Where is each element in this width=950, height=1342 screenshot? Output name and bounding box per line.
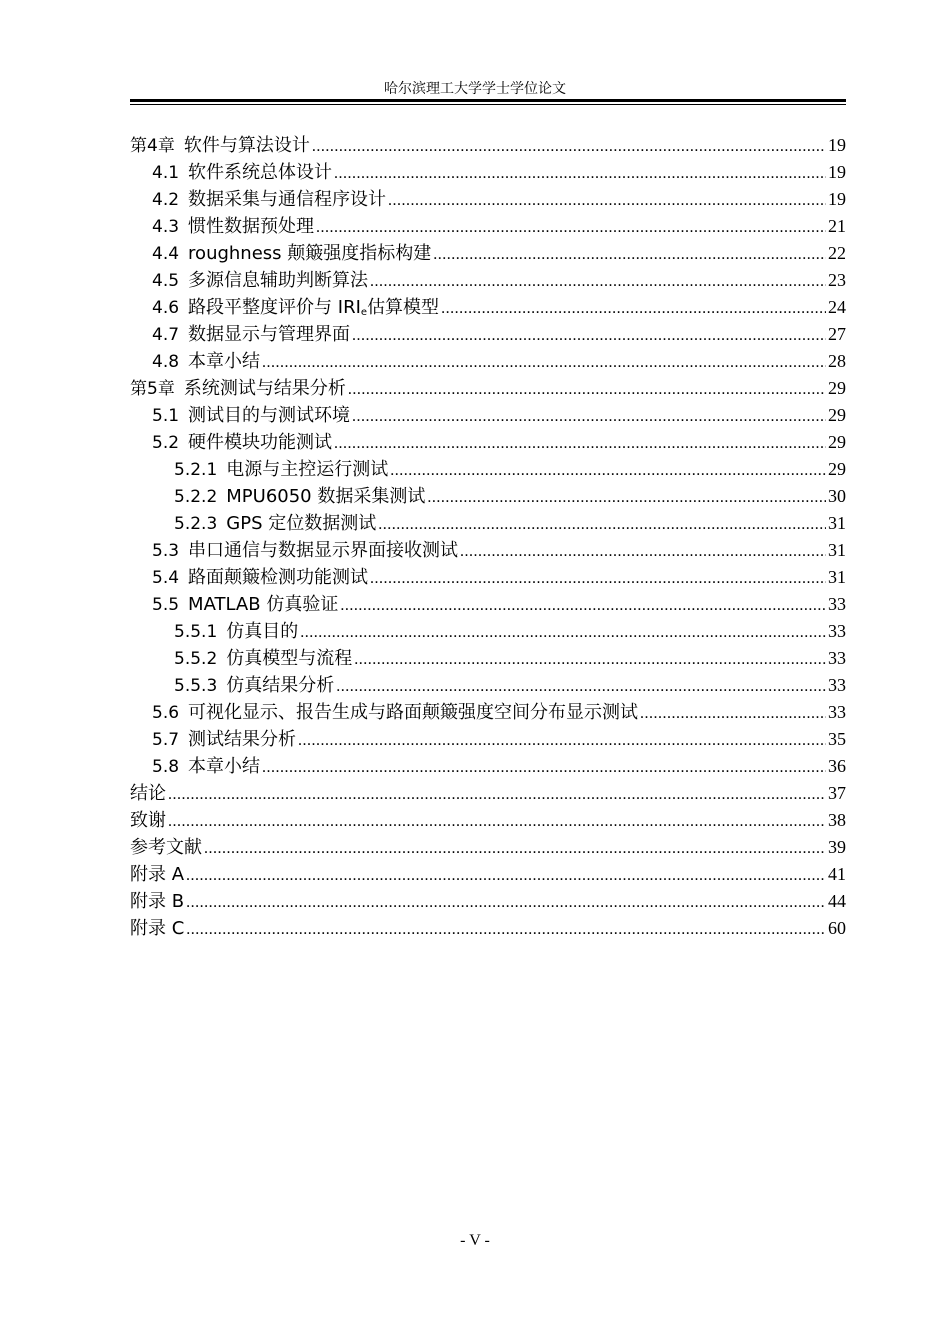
- toc-entry-page: 33: [828, 675, 846, 695]
- toc-entry-page: 35: [828, 729, 846, 749]
- toc-entry-number: 5.2.1: [174, 460, 218, 480]
- toc-entry-title: 数据采集与通信程序设计: [188, 189, 387, 210]
- toc-entry-page: 39: [828, 837, 846, 857]
- toc-entry-title: 电源与主控运行测试: [226, 459, 389, 480]
- toc-entry[interactable]: [130, 159, 846, 186]
- toc-entry-title: 结论: [130, 783, 166, 804]
- toc-entry-number: 5.7: [152, 730, 180, 750]
- toc-entry-page: 60: [828, 918, 846, 938]
- toc-entry[interactable]: [130, 240, 846, 267]
- toc-entry-title-part: 估算模型: [367, 297, 440, 318]
- toc-entry-title: GPS 定位数据测试: [226, 513, 377, 534]
- toc-entry-page: 29: [828, 432, 846, 452]
- toc-entry-number: 5.1: [152, 406, 180, 426]
- toc-entry-number: 5.5: [152, 595, 180, 615]
- toc-entry-number: 5.5.2: [174, 649, 218, 669]
- toc-entry-page: 24: [828, 297, 846, 317]
- toc-dot-leader: [334, 160, 826, 187]
- toc-entry[interactable]: [130, 375, 846, 402]
- toc-entry-page: 33: [828, 594, 846, 614]
- toc-entry-number: 5.5.1: [174, 622, 218, 642]
- toc-entry-title: roughness 颠簸强度指标构建: [188, 243, 432, 264]
- header-rule-thick: [130, 99, 846, 102]
- toc-entry-title: 惯性数据预处理: [188, 216, 315, 237]
- toc-dot-leader: [298, 727, 826, 754]
- toc-entry-number: 4.1: [152, 163, 180, 183]
- toc-dot-leader: [370, 268, 826, 295]
- toc-entry-title: 路面颠簸检测功能测试: [188, 567, 369, 588]
- page-number: - V -: [460, 1232, 490, 1249]
- toc-dot-leader: [433, 241, 826, 268]
- toc-dot-leader: [352, 322, 826, 349]
- toc-dot-leader: [186, 916, 826, 943]
- toc-entry-title: 附录 C: [130, 918, 185, 939]
- toc-entry-title: 测试目的与测试环境: [188, 405, 351, 426]
- toc-entry-title: 数据显示与管理界面: [188, 324, 351, 345]
- toc-entry-title: 硬件模块功能测试: [188, 432, 333, 453]
- toc-entry-number: 5.2: [152, 433, 180, 453]
- toc-entry[interactable]: [130, 591, 846, 618]
- toc-entry[interactable]: [130, 672, 846, 699]
- toc-entry-page: 44: [828, 891, 846, 911]
- toc-entry-page: 33: [828, 702, 846, 722]
- toc-entry-number: 4.2: [152, 190, 180, 210]
- toc-entry-number: 4.7: [152, 325, 180, 345]
- toc-entry-title: 软件与算法设计: [183, 135, 310, 156]
- toc-entry-title: 仿真模型与流程: [226, 648, 353, 669]
- toc-entry-number: 4.5: [152, 271, 180, 291]
- toc-entry[interactable]: [130, 753, 846, 780]
- toc-entry[interactable]: [130, 699, 846, 726]
- toc-dot-leader: [427, 484, 826, 511]
- toc-entry-title: 可视化显示、报告生成与路面颠簸强度空间分布显示测试: [188, 702, 639, 723]
- toc-entry-number: 5.8: [152, 757, 180, 777]
- toc-entry-page: 23: [828, 270, 846, 290]
- toc-entry-page: 29: [828, 459, 846, 479]
- toc-entry-number: 第5章: [130, 379, 175, 399]
- toc-entry[interactable]: [130, 186, 846, 213]
- toc-entry-number: 5.2.3: [174, 514, 218, 534]
- toc-entry-title: 软件系统总体设计: [188, 162, 333, 183]
- toc-entry-title-subscript: e: [360, 307, 368, 318]
- toc-entry-title: MPU6050 数据采集测试: [226, 486, 426, 507]
- toc-entry-number: 4.6: [152, 298, 180, 318]
- toc-entry-page: 31: [828, 513, 846, 533]
- toc-entry-title: 本章小结: [188, 351, 261, 372]
- toc-dot-leader: [262, 754, 826, 781]
- toc-dot-leader: [334, 430, 826, 457]
- toc-entry-number: 5.4: [152, 568, 180, 588]
- toc-entry[interactable]: [130, 294, 846, 321]
- toc-entry-page: 28: [828, 351, 846, 371]
- toc-entry-title: 串口通信与数据显示界面接收测试: [188, 540, 459, 561]
- toc-dot-leader: [340, 592, 826, 619]
- toc-dot-leader: [316, 214, 826, 241]
- toc-entry[interactable]: [130, 807, 846, 834]
- table-of-contents: [130, 132, 846, 942]
- toc-entry-title: 参考文献: [130, 837, 202, 858]
- toc-dot-leader: [388, 187, 826, 214]
- toc-dot-leader: [640, 700, 826, 727]
- toc-dot-leader: [441, 295, 826, 322]
- toc-entry[interactable]: [130, 402, 846, 429]
- toc-entry-title: 本章小结: [188, 756, 261, 777]
- toc-entry[interactable]: [130, 483, 846, 510]
- toc-entry[interactable]: [130, 456, 846, 483]
- toc-entry[interactable]: [130, 618, 846, 645]
- toc-entry-page: 19: [828, 189, 846, 209]
- toc-entry-number: 5.3: [152, 541, 180, 561]
- toc-entry[interactable]: [130, 348, 846, 375]
- toc-entry-number: 4.4: [152, 244, 180, 264]
- toc-entry[interactable]: [130, 321, 846, 348]
- toc-entry-number: 5.2.2: [174, 487, 218, 507]
- toc-dot-leader: [354, 646, 826, 673]
- toc-dot-leader: [168, 808, 826, 835]
- toc-entry-page: 33: [828, 621, 846, 641]
- toc-entry-title: 系统测试与结果分析: [183, 378, 346, 399]
- toc-dot-leader: [352, 403, 826, 430]
- toc-entry-title: 附录 A: [130, 864, 185, 885]
- toc-entry-number: 4.3: [152, 217, 180, 237]
- toc-dot-leader: [378, 511, 826, 538]
- toc-entry-number: 5.5.3: [174, 676, 218, 696]
- toc-dot-leader: [262, 349, 826, 376]
- toc-entry[interactable]: [130, 564, 846, 591]
- toc-entry-page: 38: [828, 810, 846, 830]
- toc-entry[interactable]: [130, 915, 846, 942]
- toc-entry-title: MATLAB 仿真验证: [188, 594, 339, 615]
- toc-entry-number: 第4章: [130, 136, 175, 156]
- toc-entry[interactable]: [130, 726, 846, 753]
- running-header: 哈尔滨理工大学学士学位论文: [384, 81, 566, 97]
- toc-entry-page: 21: [828, 216, 846, 236]
- toc-entry-title: 附录 B: [130, 891, 185, 912]
- toc-entry-title: 多源信息辅助判断算法: [188, 270, 369, 291]
- toc-entry-title: 测试结果分析: [188, 729, 297, 750]
- toc-entry[interactable]: [130, 510, 846, 537]
- toc-entry-title-part: 路段平整度评价与 IRI: [188, 297, 361, 318]
- toc-entry-page: 30: [828, 486, 846, 506]
- toc-entry-title: 仿真目的: [226, 621, 299, 642]
- toc-entry[interactable]: [130, 780, 846, 807]
- toc-dot-leader: [370, 565, 826, 592]
- toc-entry-page: 29: [828, 378, 846, 398]
- toc-dot-leader: [186, 862, 826, 889]
- toc-entry-page: 31: [828, 540, 846, 560]
- toc-entry-page: 19: [828, 162, 846, 182]
- toc-dot-leader: [336, 673, 826, 700]
- header-rule-thin: [130, 104, 846, 105]
- toc-entry-page: 19: [828, 135, 846, 155]
- toc-dot-leader: [186, 889, 826, 916]
- toc-entry-page: 36: [828, 756, 846, 776]
- toc-entry[interactable]: [130, 888, 846, 915]
- toc-entry-page: 41: [828, 864, 846, 884]
- toc-entry-page: 33: [828, 648, 846, 668]
- toc-dot-leader: [460, 538, 826, 565]
- toc-dot-leader: [300, 619, 826, 646]
- toc-dot-leader: [312, 133, 826, 160]
- toc-entry[interactable]: [130, 834, 846, 861]
- toc-entry-page: 22: [828, 243, 846, 263]
- toc-entry-title: 致谢: [130, 810, 166, 831]
- toc-entry[interactable]: [130, 267, 846, 294]
- toc-entry-page: 27: [828, 324, 846, 344]
- toc-entry[interactable]: [130, 429, 846, 456]
- toc-entry[interactable]: [130, 645, 846, 672]
- toc-dot-leader: [390, 457, 826, 484]
- toc-entry[interactable]: [130, 213, 846, 240]
- toc-entry-title: 仿真结果分析: [226, 675, 335, 696]
- toc-entry-number: 4.8: [152, 352, 180, 372]
- toc-entry-page: 31: [828, 567, 846, 587]
- toc-entry-page: 29: [828, 405, 846, 425]
- toc-entry-number: 5.6: [152, 703, 180, 723]
- toc-entry[interactable]: [130, 861, 846, 888]
- toc-entry[interactable]: [130, 537, 846, 564]
- toc-entry[interactable]: [130, 132, 846, 159]
- toc-dot-leader: [204, 835, 826, 862]
- toc-dot-leader: [168, 781, 826, 808]
- toc-entry-page: 37: [828, 783, 846, 803]
- toc-dot-leader: [348, 376, 826, 403]
